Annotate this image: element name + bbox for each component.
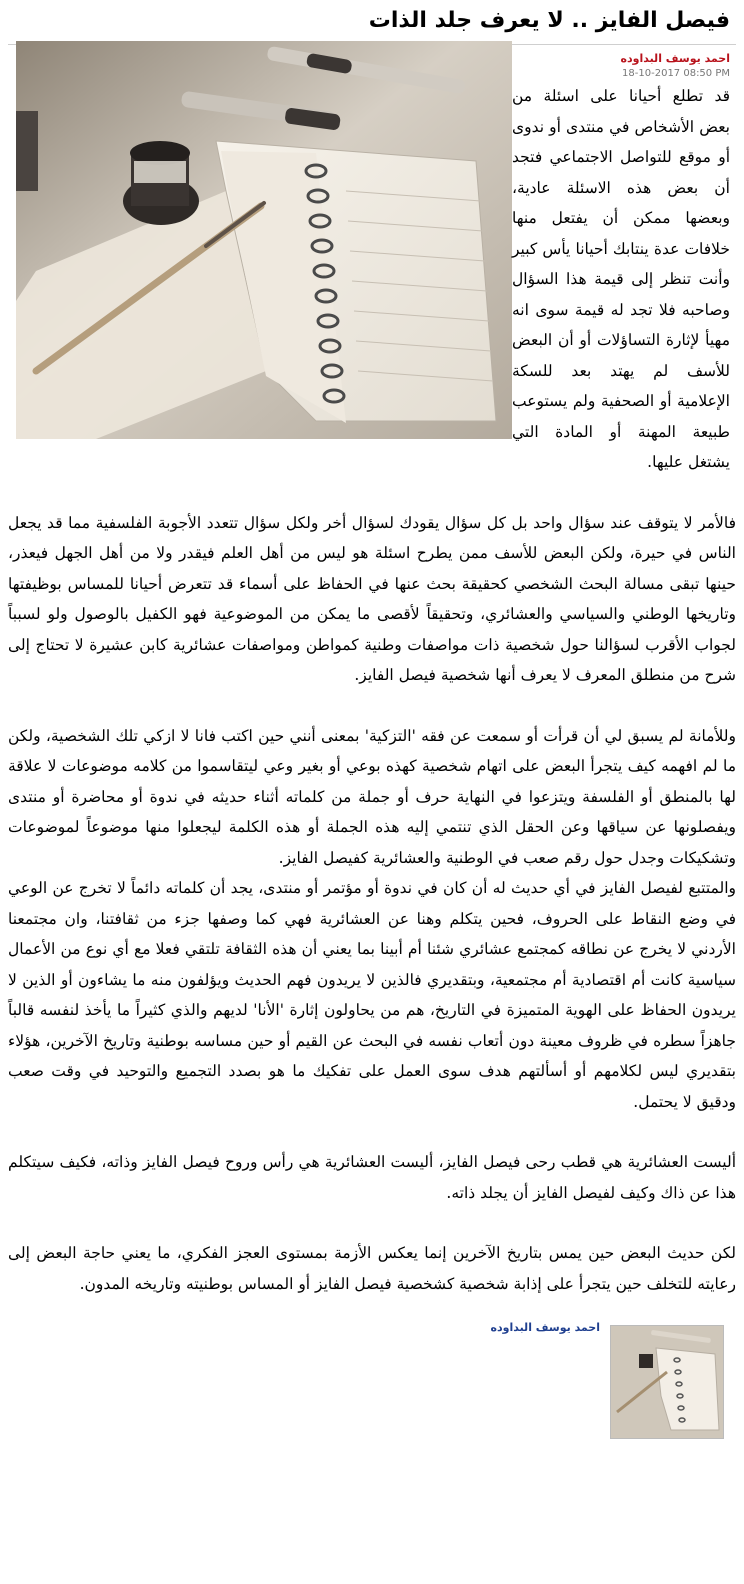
publish-date: 18-10-2017 08:50 PM xyxy=(622,68,730,79)
article-title: فيصل الفايز .. لا يعرف جلد الذات xyxy=(368,8,730,33)
notebook-and-pens-photo xyxy=(16,41,512,439)
notebook-and-pens-thumbnail xyxy=(610,1325,724,1439)
paragraph-4: أليست العشائرية هي قطب رحى فيصل الفايز، أليست العشائرية هي رأس وروح فيصل الفايز وذاته، فكيف سيتكلم هذا عن ذاك وكيف لفيصل الفايز أن يجلد ذاته. xyxy=(8,1153,736,1202)
paragraph-5: لكن حديث البعض حين يمس بتاريخ الآخرين إنما يعكس الأزمة بمستوى العجز الفكري، ما يعني حاجة البعض إلى رعايته للتخلف حين يتجرأ على إذابة شخصية كشخصية فيصل الفايز أو المساس بوطنيته وتاريخه المدون. xyxy=(8,1244,736,1293)
paragraph-3: والمتتبع لفيصل الفايز في أي حديث له أن كان في ندوة أو مؤتمر أو منتدى، يجد أن كلماته دائماً لا تخرج عن الوعي في وضع النقاط على الحروف، فحين يتكلم وهنا عن العشائرية فهي كما وصفها جزء من ثقافتنا، وان مجتمعنا الأردني لا يخرج عن نطاقه كمجتمع عشائري شئنا أم أبينا بما يعني أن هذه الثقافة تلتقي فعلا مع أي نوع من الأعمال سياسية كانت أم اقتصادية أم مجتمعية، وبتقديري فالذين لا يريدون فهم الحديث ويؤلفون منه ما يشاءون أو الذين لا يريدون الحفاظ على الهوية المتميزة في التاريخ، هم من يحاولون إثارة 'الأنا' لديهم والذي كثيراً ما يأخذ لنفسه قالباً جاهزاً سطره في ظروف معينة دون أتعاب نفسه في البحث عن القيم أو حين مساسه بوطنية وتاريخ الآخرين، هؤلاء بتقديري ليس لكلامهم أو أسألتهم هدف سوى العمل على تفكيك ما هو بصدد التجميع والتوحيد في وقت صعب ودقيق لا يحتمل. xyxy=(8,879,736,1111)
author-footer xyxy=(8,1321,736,1439)
article-lead: قد تطلع أحيانا على اسئلة من بعض الأشخاص في منتدى أو ندوى أو موقع للتواصل الاجتماعي فتجد أن بعض هذه الاسئلة عادية، وبعضها ممكن أن يفتعل منها خلافات عدة ينتابك أحيانا يأس كبير وأنت تنظر إلى قيمة هذا السؤال وصاحبه فلا تجد له قيمة سوى انه مهيأ لإثارة التساؤلات أو أن البعض للأسف لم يهتد بعد للسكة الإعلامية أو الصحفية ولم يستوعب طبيعة المهنة أو المادة التي يشتغل عليها. xyxy=(512,87,730,471)
paragraph-1: فالأمر لا يتوقف عند سؤال واحد بل كل سؤال يقودك لسؤال أخر ولكل سؤال تتعدد الأجوبة الفلسفية مما قد يجعل الناس في حيرة، ولكن البعض للأسف ممن يطرح اسئلة هو ليس من أهل العلم فيقدر ولا من أهل الجهل فيعذر، حينها تبقى مسالة البحث الشخصي كحقيقة بحث عنها في الحفاظ على أسماء قد تتعرض أحيانا للمساس بوظيفتها وتاريخها الوطني والسياسي والعشائري، وتحقيقاً لأقصى ما يمكن من الموضوعية فهو الكفيل بالوصول ولو لسبباً لجواب الأقرب لسؤالنا حول شخصية ذات مواصفات وطنية كمواطن ومواصفات عشائرية كابن عشيرة لا تحتاج إلى شرح من منطلق المعرف لا يعرف أنها شخصية فيصل الفايز. xyxy=(8,513,736,684)
paragraph-2: وللأمانة لم يسبق لي أن قرأت أو سمعت عن فقه 'التزكية' بمعنى أنني حين اكتب فانا لا ازكي تلك الشخصية، ولكن ما لم افهمه كيف يتجرأ البعض على اتهام شخصية كهذه بوعي أو بغير وعي ليتقاسموا من كلامه موضوعات لا علاقة لها بالمنطق أو الفلسفة ويتزعوا في النهاية حرف أو جملة من كلماته أثناء حديثه في ندوة أو محاضرة أو منتدى ويفصلونها عن سياقها وعن الحقل الذي تنتمي إليه هذه الجملة أو هذه الكلمة ليجعلوا منها موضوعاً لموضوعات وتشكيكات وجدل حول رقم صعب في الوطنية والعشائرية كفيصل الفايز. xyxy=(8,726,736,867)
footer-author-link[interactable]: احمد يوسف البداوده xyxy=(490,1321,600,1334)
author-link[interactable]: احمد يوسف البداوده xyxy=(620,52,730,65)
